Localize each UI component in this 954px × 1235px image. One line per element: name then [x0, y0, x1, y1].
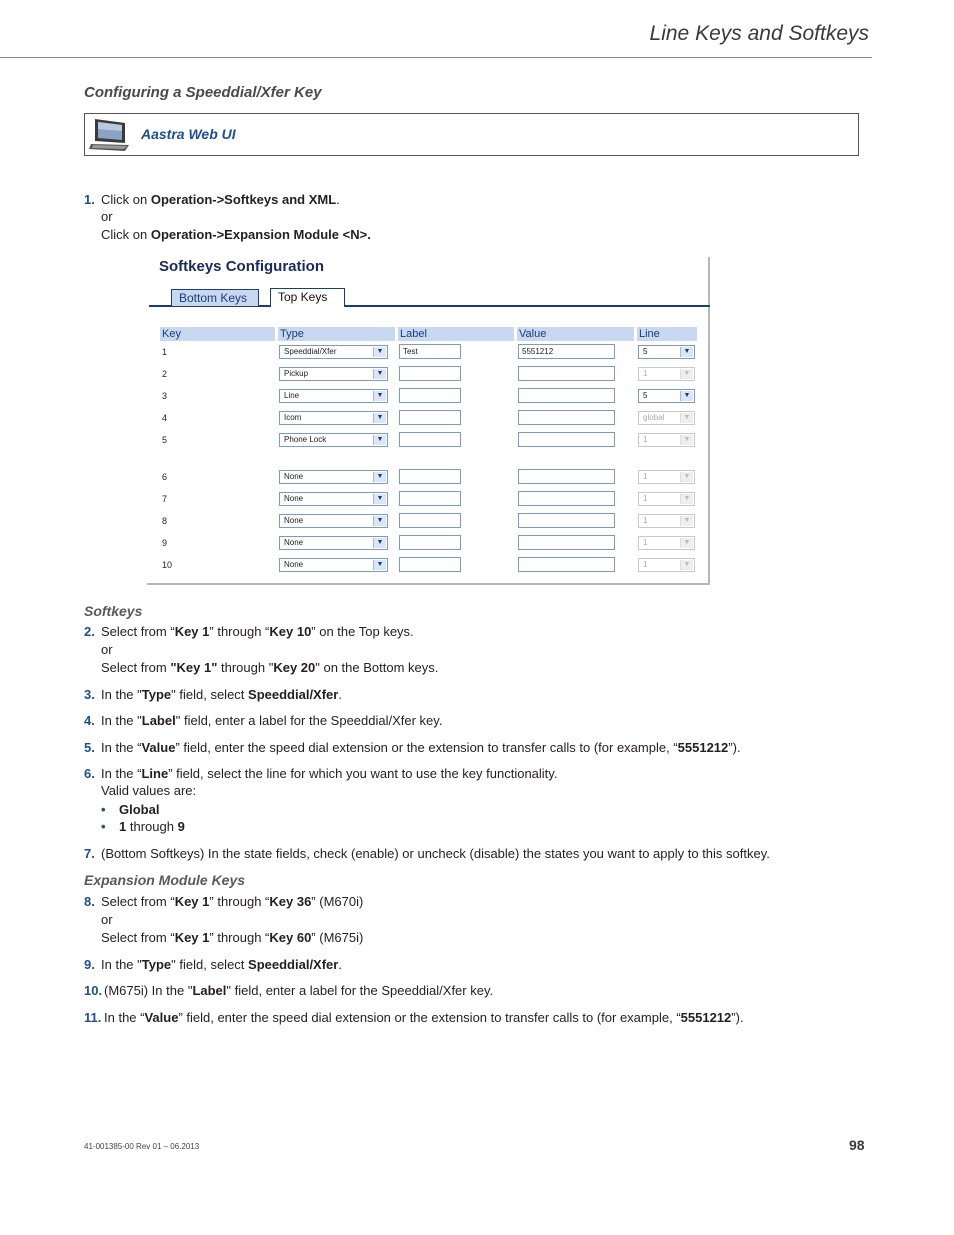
type-select[interactable]: [279, 367, 388, 381]
line-select: [638, 367, 695, 381]
label-input[interactable]: [399, 491, 461, 506]
step-text-alt: Select from "Key 1" through "Key 20" on the Bottom keys.: [101, 660, 439, 675]
tab-bottom-keys[interactable]: Bottom Keys: [171, 289, 259, 306]
key-number: 7: [162, 494, 168, 504]
key-number: 3: [162, 391, 168, 401]
label-input[interactable]: [399, 388, 461, 403]
line-select-value: 1: [643, 560, 648, 569]
line-select: [638, 492, 695, 506]
step-or: or: [101, 642, 113, 657]
chevron-down-icon[interactable]: ▼: [373, 391, 386, 401]
valid-values-label: Valid values are:: [101, 783, 197, 798]
type-select[interactable]: [279, 411, 388, 425]
key-number: 5: [162, 435, 168, 445]
chevron-down-icon: ▼: [680, 560, 693, 570]
expansion-module-heading: Expansion Module Keys: [84, 872, 246, 888]
type-select[interactable]: [279, 492, 388, 506]
softkeys-configuration-screenshot: [147, 257, 710, 585]
step-or: or: [101, 209, 113, 224]
softkeys-heading: Softkeys: [84, 603, 143, 619]
header-rule: [0, 57, 872, 58]
chevron-down-icon: ▼: [680, 413, 693, 423]
computer-monitor-icon: [89, 117, 131, 153]
step-or: or: [101, 912, 113, 927]
chevron-down-icon[interactable]: ▼: [680, 391, 693, 401]
type-select-value: Icom: [284, 413, 302, 422]
step-text: (Bottom Softkeys) In the state fields, check (enable) or uncheck (disable) the states you want to apply to this softkey.: [101, 846, 770, 861]
type-select[interactable]: [279, 558, 388, 572]
line-select-value: 1: [643, 435, 648, 444]
step-number: 7.: [84, 846, 95, 861]
type-select[interactable]: [279, 536, 388, 550]
value-input[interactable]: [518, 513, 615, 528]
step-number: 10.: [84, 983, 103, 998]
value-input[interactable]: [518, 469, 615, 484]
line-select[interactable]: [638, 345, 695, 359]
step-number: 9.: [84, 957, 95, 972]
key-number: 10: [162, 560, 173, 570]
label-input[interactable]: [399, 557, 461, 572]
chevron-down-icon[interactable]: ▼: [373, 494, 386, 504]
line-select-value: 5: [643, 347, 648, 356]
step-number: 3.: [84, 687, 95, 702]
label-input[interactable]: [399, 432, 461, 447]
line-select-value: 1: [643, 538, 648, 547]
value-input[interactable]: [518, 557, 615, 572]
value-input[interactable]: 5551212: [518, 344, 615, 359]
label-input[interactable]: Test: [399, 344, 461, 359]
line-select-value: 1: [643, 494, 648, 503]
line-select: [638, 411, 695, 425]
line-select-value: 1: [643, 472, 648, 481]
type-select[interactable]: [279, 389, 388, 403]
screenshot-title: Softkeys Configuration: [159, 258, 325, 275]
web-ui-label: Aastra Web UI: [141, 126, 236, 142]
chevron-down-icon[interactable]: ▼: [373, 347, 386, 357]
value-input[interactable]: [518, 410, 615, 425]
step-text: In the "Label" field, enter a label for the Speeddial/Xfer key.: [101, 713, 443, 728]
key-number: 1: [162, 347, 168, 357]
line-select: [638, 514, 695, 528]
key-number: 4: [162, 413, 168, 423]
line-select: [638, 433, 695, 447]
chevron-down-icon: ▼: [680, 369, 693, 379]
document-id: 41-001385-00 Rev 01 – 06.2013: [84, 1142, 200, 1151]
step-number: 8.: [84, 894, 95, 909]
value-input[interactable]: [518, 388, 615, 403]
key-number: 2: [162, 369, 168, 379]
chevron-down-icon: ▼: [680, 538, 693, 548]
step-text: In the “Value” field, enter the speed dial extension or the extension to transfer calls to (for example, “5551212”).: [104, 1010, 744, 1025]
chevron-down-icon[interactable]: ▼: [373, 472, 386, 482]
line-select: [638, 470, 695, 484]
step-number: 5.: [84, 740, 95, 755]
step-number: 6.: [84, 766, 95, 781]
label-input[interactable]: [399, 410, 461, 425]
step-text: (M675i) In the "Label" field, enter a label for the Speeddial/Xfer key.: [104, 983, 494, 998]
value-input[interactable]: [518, 432, 615, 447]
line-select[interactable]: [638, 389, 695, 403]
step-text: In the “Value” field, enter the speed dial extension or the extension to transfer calls to (for example, “5551212”).: [101, 740, 741, 755]
line-select-value: 5: [643, 391, 648, 400]
type-select-value: Phone Lock: [284, 435, 327, 444]
type-select-value: None: [284, 472, 304, 481]
label-input[interactable]: [399, 513, 461, 528]
chevron-down-icon[interactable]: ▼: [373, 369, 386, 379]
step-text-alt: Click on Operation->Expansion Module <N>.: [101, 227, 371, 242]
chevron-down-icon[interactable]: ▼: [373, 413, 386, 423]
type-select-value: None: [284, 494, 304, 503]
label-input[interactable]: [399, 535, 461, 550]
page-header-title: Line Keys and Softkeys: [649, 22, 869, 45]
step-text: In the "Type" field, select Speeddial/Xfer.: [101, 957, 342, 972]
step-text: Select from “Key 1” through “Key 10” on the Top keys.: [101, 624, 414, 639]
step-text: In the “Line” field, select the line for which you want to use the key functionality.: [101, 766, 558, 781]
step-number: 2.: [84, 624, 95, 639]
page-number: 98: [849, 1137, 865, 1153]
bullet-icon: •: [101, 819, 106, 834]
chevron-down-icon[interactable]: ▼: [373, 560, 386, 570]
label-input[interactable]: [399, 469, 461, 484]
key-number: 8: [162, 516, 168, 526]
line-select-value: 1: [643, 516, 648, 525]
line-select-value: 1: [643, 369, 648, 378]
col-header-label: Label: [398, 327, 514, 341]
chevron-down-icon: ▼: [680, 494, 693, 504]
step-number: 11.: [84, 1010, 102, 1025]
chevron-down-icon[interactable]: ▼: [373, 538, 386, 548]
chevron-down-icon: ▼: [680, 516, 693, 526]
col-header-value: Value: [517, 327, 634, 341]
type-select-value: None: [284, 560, 304, 569]
step-text: Select from “Key 1” through “Key 36” (M670i): [101, 894, 364, 909]
key-number: 6: [162, 472, 168, 482]
step-number: 4.: [84, 713, 95, 728]
label-input[interactable]: [399, 366, 461, 381]
value-input[interactable]: [518, 535, 615, 550]
step-text-alt: Select from “Key 1” through “Key 60” (M675i): [101, 930, 364, 945]
chevron-down-icon[interactable]: ▼: [373, 435, 386, 445]
step-number: 1.: [84, 192, 95, 207]
line-select-value: global: [643, 413, 665, 422]
chevron-down-icon[interactable]: ▼: [373, 516, 386, 526]
type-select-value: Line: [284, 391, 300, 400]
type-select-value: Pickup: [284, 369, 309, 378]
bullet-range: 1 through 9: [119, 819, 185, 834]
col-header-line: Line: [637, 327, 697, 341]
step-text: In the "Type" field, select Speeddial/Xfer.: [101, 687, 342, 702]
web-ui-callout: [84, 113, 859, 156]
col-header-key: Key: [160, 327, 275, 341]
bullet-global: Global: [119, 802, 160, 817]
type-select[interactable]: [279, 345, 388, 359]
type-select[interactable]: [279, 470, 388, 484]
chevron-down-icon: ▼: [680, 472, 693, 482]
chevron-down-icon[interactable]: ▼: [680, 347, 693, 357]
section-title: Configuring a Speeddial/Xfer Key: [84, 84, 322, 101]
type-select-value: None: [284, 538, 304, 547]
line-select: [638, 536, 695, 550]
type-select[interactable]: [279, 433, 388, 447]
type-select-value: None: [284, 516, 304, 525]
type-select-value: Speeddial/Xfer: [284, 347, 337, 356]
col-header-type: Type: [278, 327, 395, 341]
key-number: 9: [162, 538, 168, 548]
type-select[interactable]: [279, 514, 388, 528]
value-input[interactable]: [518, 366, 615, 381]
line-select: [638, 558, 695, 572]
step-text: Click on Operation->Softkeys and XML.: [101, 192, 340, 207]
bullet-icon: •: [101, 802, 106, 817]
chevron-down-icon: ▼: [680, 435, 693, 445]
tab-top-keys[interactable]: Top Keys: [270, 288, 345, 307]
value-input[interactable]: [518, 491, 615, 506]
